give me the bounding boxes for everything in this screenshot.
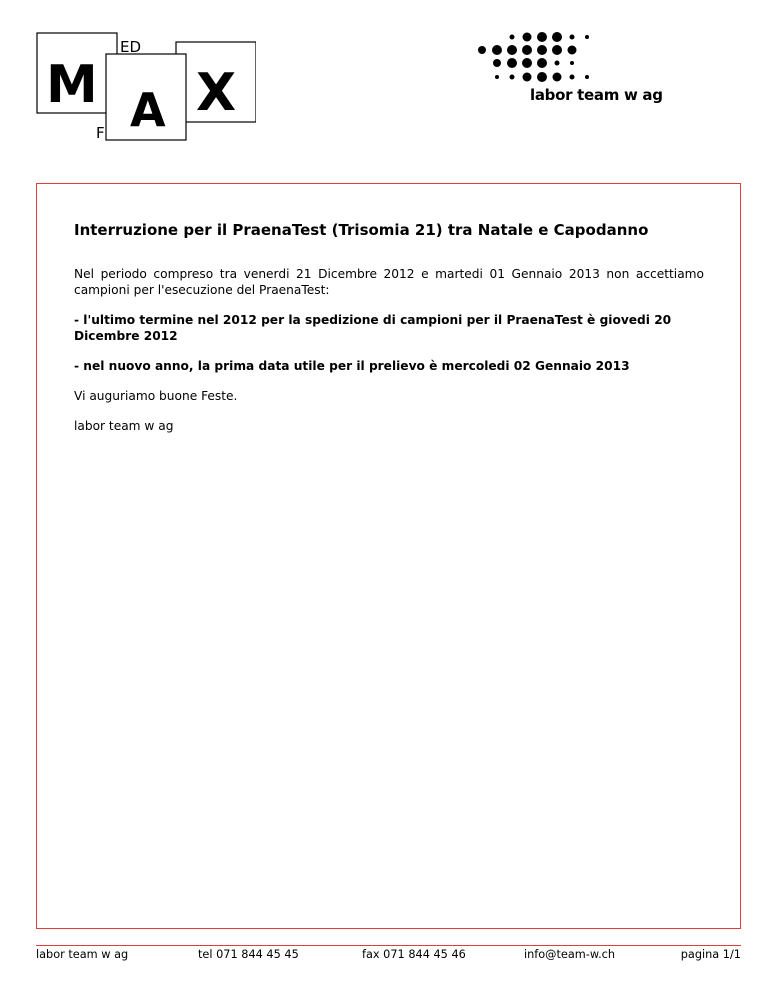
intro-paragraph: Nel periodo compreso tra venerdi 21 Dicembre 2012 e martedi 01 Gennaio 2013 non accettiamo campioni per l'esecuzione del PraenaTest: (74, 267, 704, 297)
medfax-logo (36, 32, 256, 142)
greeting-paragraph: Vi auguriamo buone Feste. (74, 389, 238, 403)
medfax-letter-ed: ED (120, 38, 142, 56)
first-date-2013-paragraph: - nel nuovo anno, la prima data utile per il prelievo è mercoledi 02 Gennaio 2013 (74, 359, 630, 373)
labor-team-logo (472, 28, 663, 108)
medfax-letter-m: M (46, 55, 98, 115)
footer-email: info@team-w.ch (524, 948, 616, 961)
medfax-letter-a: A (130, 83, 166, 137)
footer-company: labor team w ag (36, 948, 129, 961)
medfax-letter-f: F (96, 124, 105, 142)
labor-team-logo-text: labor team w ag (530, 86, 663, 104)
signature-paragraph: labor team w ag (74, 419, 174, 433)
content-frame (36, 183, 741, 929)
footer-page-number: pagina 1/1 (680, 948, 741, 961)
document-title: Interruzione per il PraenaTest (Trisomia 21) tra Natale e Capodanno (74, 221, 649, 239)
dot-pattern-icon (472, 28, 652, 86)
deadline-2012-paragraph: - l'ultimo termine nel 2012 per la spedizione di campioni per il PraenaTest è giovedi 20 Dicembre 2012 (74, 313, 672, 343)
footer-divider (36, 945, 741, 946)
footer-fax: fax 071 844 45 46 (362, 948, 466, 961)
footer-telephone: tel 071 844 45 45 (198, 948, 299, 961)
document-body (74, 266, 704, 448)
footer (36, 948, 741, 964)
medfax-letter-x: X (196, 63, 237, 123)
